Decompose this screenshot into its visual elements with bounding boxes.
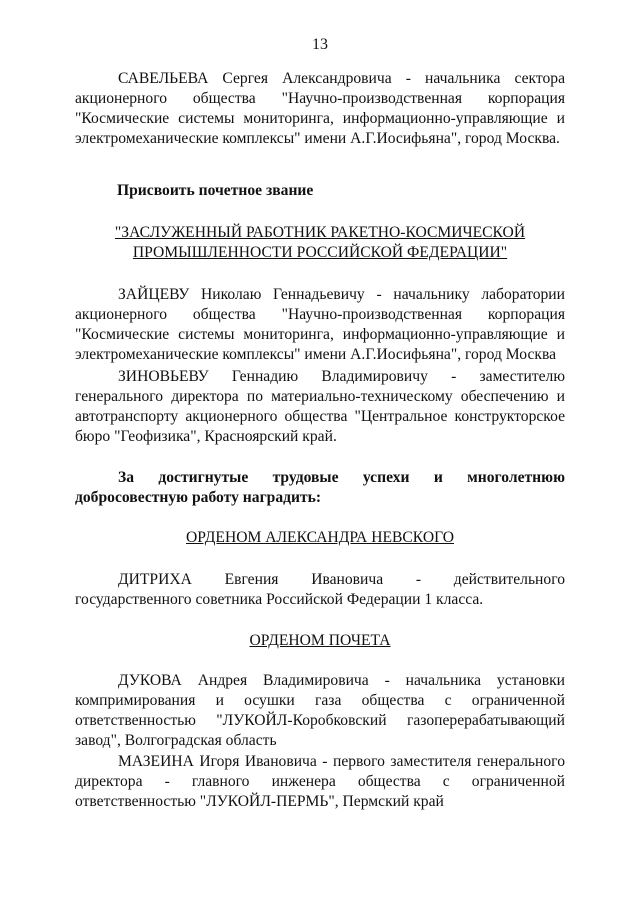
entry-dukov: ДУКОВА Андрея Владимировича - начальника установки компримирования и осушки газа общества с ограниченной ответственностью "ЛУКОЙЛ-Коробковский газоперерабатывающий завод", Волгоградская область [75,672,565,749]
entry-mazein: МАЗЕИНА Игоря Ивановича - первого заместителя генерального директора - главного инженера общества с ограниченной ответственностью "ЛУКОЙЛ-ПЕРМЬ", Пермский край [75,753,565,810]
honorary-title-line1: "ЗАСЛУЖЕННЫЙ РАБОТНИК РАКЕТНО-КОСМИЧЕСКОЙ [114,224,526,241]
entry-saveleva: САВЕЛЬЕВА Сергея Александровича - начальника сектора акционерного общества "Научно-производственная корпорация "Космические системы мониторинга, информационно-управляющие и электромеханические комплексы" имени А.Г.Иосифьяна", город Москва. [75,70,565,147]
order-pocheta-title: ОРДЕНОМ ПОЧЕТА [249,632,391,649]
order-nevsky-title: ОРДЕНОМ АЛЕКСАНДРА НЕВСКОГО [186,529,454,546]
entry-zaitsev: ЗАЙЦЕВУ Николаю Геннадьевичу - начальнику лаборатории акционерного общества "Научно-производственная корпорация "Космические системы мониторинга, информационно-управляющие и электромеханические комплексы" имени А.Г.Иосифьяна", город Москва [75,286,565,363]
page-number: 13 [312,36,328,53]
heading-honorary-title: Присвоить почетное звание [117,182,314,199]
entry-zinoviev: ЗИНОВЬЕВУ Геннадию Владимировичу - заместителю генерального директора по материально-техническому обеспечению и автотранспорту акционерного общества "Центральное конструкторское бюро "Геофизика", Красноярский край. [75,368,565,445]
honorary-title-line2: ПРОМЫШЛЕННОСТИ РОССИЙСКОЙ ФЕДЕРАЦИИ" [132,244,508,261]
entry-ditrich: ДИТРИХА Евгения Ивановича - действительного государственного советника Российской Федерации 1 класса. [75,571,565,608]
heading-award: За достигнутые трудовые успехи и многолетнюю добросовестную работу наградить: [75,469,565,506]
